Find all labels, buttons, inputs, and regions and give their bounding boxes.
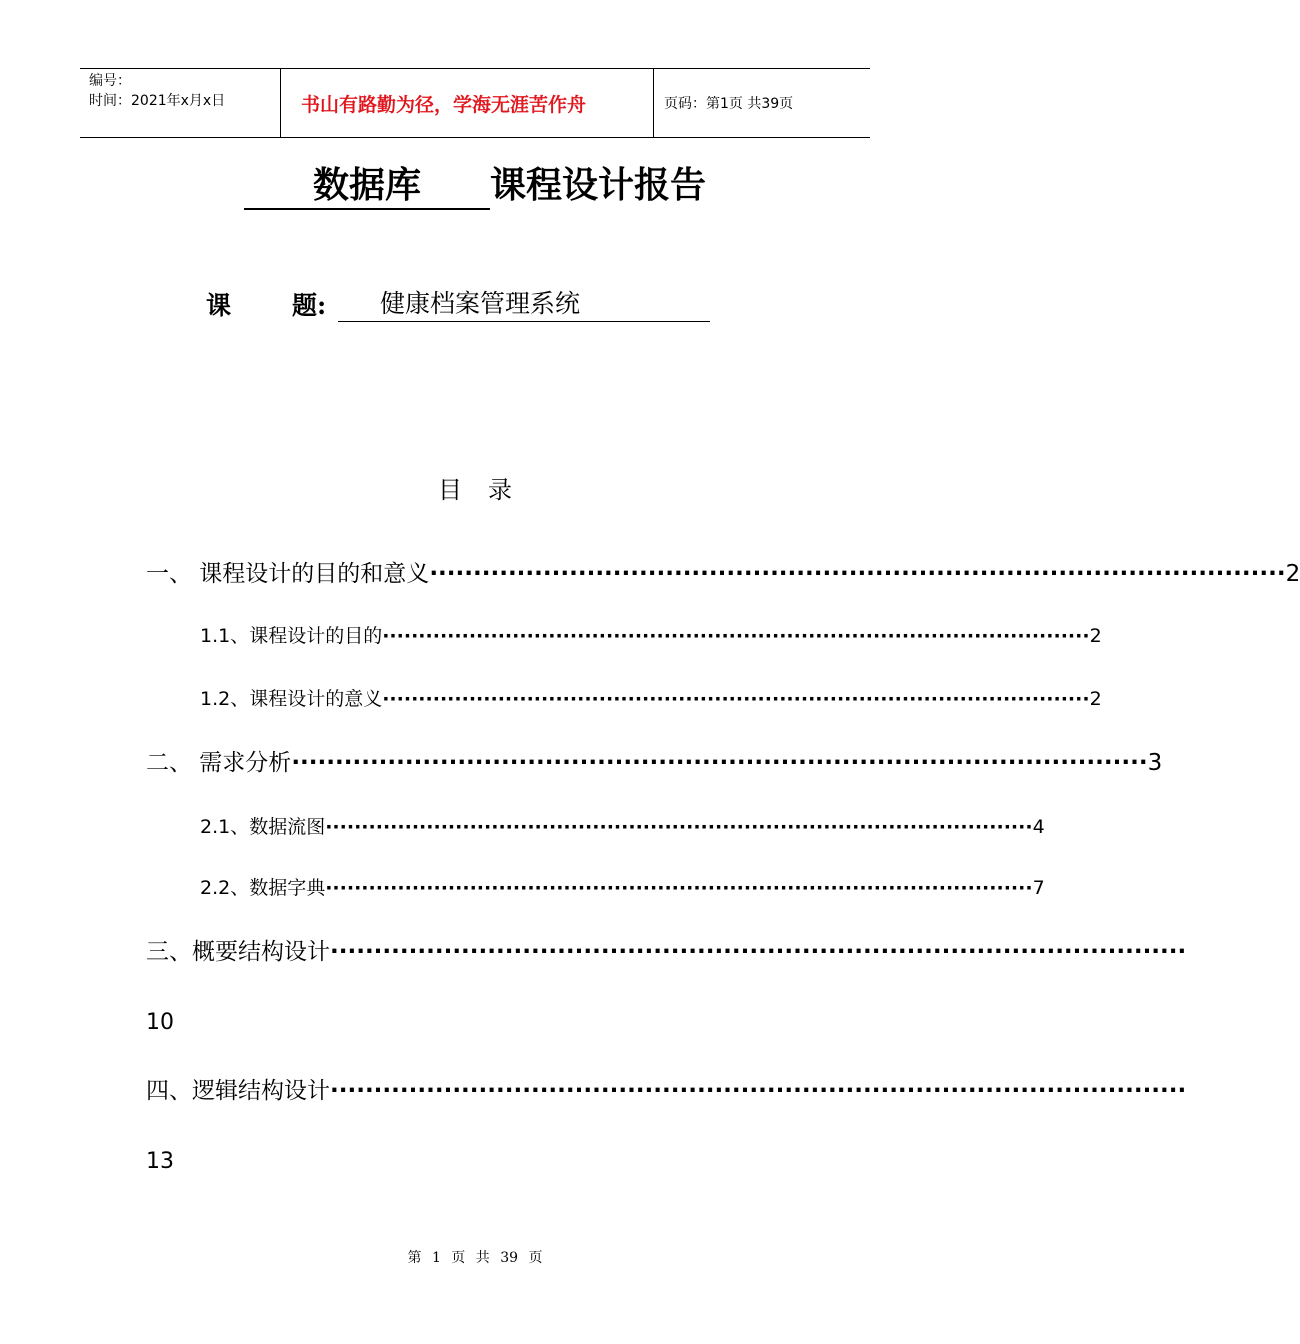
number-label: 编号：	[89, 73, 131, 89]
toc-leader: ··································································································	[325, 877, 1033, 899]
page-footer: 第 1 页 共 39 页	[407, 1250, 543, 1266]
toc-leader: ··································································································	[325, 816, 1033, 838]
header-table	[80, 68, 870, 138]
toc-entry[interactable]: 一、 课程设计的目的和意义 ·································································································· 2	[146, 561, 1300, 587]
toc-leader: ··································································································	[330, 1078, 1187, 1104]
toc-entry[interactable]: 2.2、数据字典 ·································································································· 7	[200, 877, 1045, 899]
toc-leader: ··································································································	[382, 625, 1090, 647]
title-subject: 数据库	[244, 162, 490, 210]
page-info: 页码：第1页 共39页	[664, 96, 794, 112]
toc-leader: ··································································································	[291, 750, 1148, 776]
topic-label: 课 题:	[206, 291, 327, 320]
toc-heading: 目录	[438, 476, 538, 504]
toc-page-number: 13	[146, 1149, 174, 1174]
toc-entry[interactable]: 2.1、数据流图 ·································································································· 4	[200, 816, 1045, 838]
header-meta-cell	[80, 69, 281, 137]
toc-page-number: 10	[146, 1010, 174, 1035]
toc-leader: ··································································································	[330, 939, 1187, 965]
time-label: 时间：2021年x月x日	[89, 93, 226, 109]
title-rest: 课程设计报告	[489, 164, 706, 206]
toc-entry[interactable]: 1.1、课程设计的目的 ·································································································· 2	[200, 625, 1102, 647]
header-motto-cell	[281, 69, 654, 137]
topic-row	[206, 286, 710, 322]
toc-leader: ··································································································	[382, 688, 1090, 710]
header-page-cell	[654, 69, 870, 137]
toc-leader: ··································································································	[429, 561, 1286, 587]
toc-entry[interactable]: 1.2、课程设计的意义 ·································································································· 2	[200, 688, 1102, 710]
toc-entry[interactable]: 二、 需求分析 ·································································································· 3	[146, 750, 1163, 776]
toc-entry[interactable]: 四、逻辑结构设计 ··································································································	[146, 1078, 1187, 1104]
topic-value: 健康档案管理系统	[338, 287, 710, 322]
toc-entry[interactable]: 三、概要结构设计 ··································································································	[146, 939, 1187, 965]
report-title	[0, 162, 950, 210]
motto-text: 书山有路勤为径，学海无涯苦作舟	[301, 93, 587, 116]
